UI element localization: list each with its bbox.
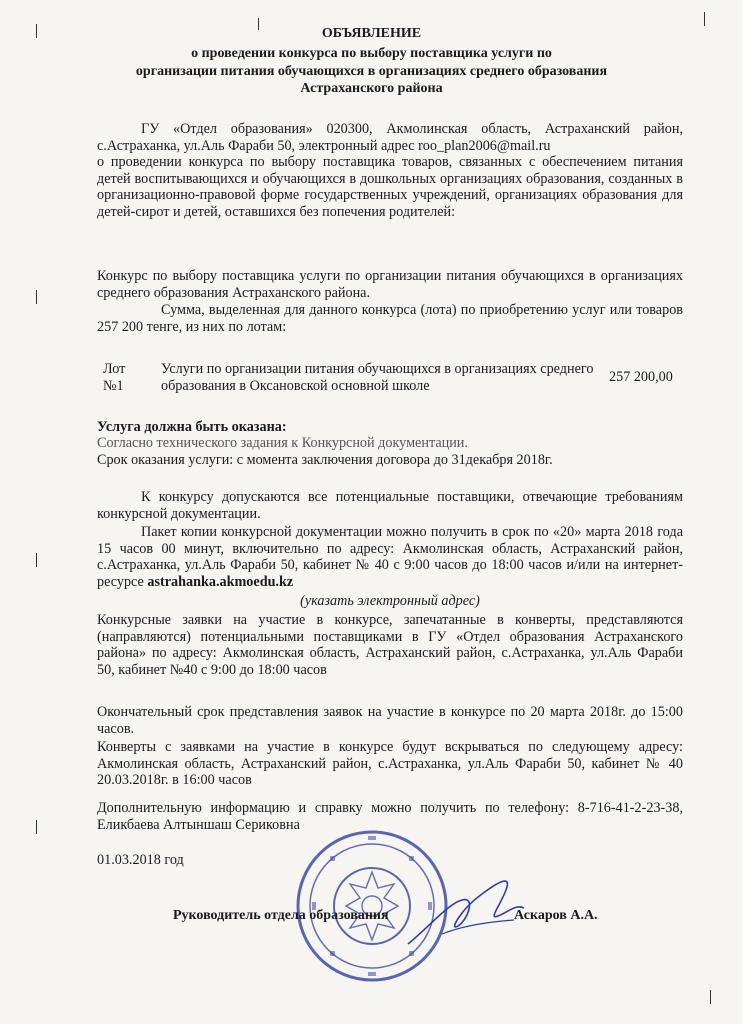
deadline-paragraph: Окончательный срок представления заявок на участие в конкурсе по 20 марта 2018г. до 15:00 часов. (97, 704, 683, 737)
contact-paragraph: Дополнительную информацию и справку можно получить по телефону: 8-716-41-2-23-38, Еликбаева Алтыншаш Сериковна (97, 800, 683, 833)
opening-paragraph: Конверты с заявками на участие в конкурсе будут вскрываться по следующему адресу: Акмолинская область, Астраханский район, с.Астраханка, ул.Аль Фараби 50, кабинет № 40 20.03.2018г. в 16:00 часов (97, 739, 683, 789)
service-deadline: Срок оказания услуги: с момента заключения договора до 31декабря 2018г. (97, 452, 553, 468)
scan-mark (710, 990, 711, 1004)
document-title: ОБЪЯВЛЕНИЕ (321, 26, 422, 41)
scan-mark (36, 553, 37, 567)
contest-paragraph: Конкурс по выбору поставщика услуги по организации питания обучающихся в организациях среднего образования Астраханского района. (97, 268, 683, 301)
signature-position: Руководитель отдела образования (173, 908, 389, 923)
website-link[interactable]: astrahanka.akmoedu.kz (147, 573, 294, 590)
title-line-2: организации питания обучающихся в организациях среднего образования (135, 64, 608, 79)
purpose-paragraph: о проведении конкурса по выбору поставщика товаров, связанных с обеспечением питания детей воспитывающихся и обучающихся в дошкольных организациях образования, созданных в организационно-правовой форме государственных учреждений, организациях образования для детей-сирот и детей, оставшихся без попечения родителей: (97, 154, 683, 220)
amount-paragraph: Сумма, выделенная для данного конкурса (лота) по приобретению услуг или товаров 257 200 тенге, из них по лотам: (97, 302, 683, 335)
organizer-paragraph: ГУ «Отдел образования» 020300, Акмолинская область, Астраханский район, с.Астраханка, ул.Аль Фараби 50, электронный адрес roo_plan2006@mail.ru (97, 121, 683, 154)
document-date: 01.03.2018 год (97, 852, 184, 868)
eligibility-paragraph: К конкурсу допускаются все потенциальные поставщики, отвечающие требованиям конкурсной документации. (97, 489, 683, 522)
scan-mark (36, 820, 37, 834)
scan-mark (704, 12, 705, 26)
documentation-paragraph (97, 524, 683, 590)
service-terms: Согласно технического задания к Конкурсной документации. (97, 435, 468, 451)
lot-amount: 257 200,00 (609, 369, 673, 385)
documentation-text: Пакет копии конкурсной документации можно получить в срок по «20» марта 2018 года 15 часов 00 минут, включительно по адресу: Акмолинская область, Астраханский район, с.Астраханка, ул.Аль Фараби 50, кабинет № 40 с 9:00 часов до 18:00 часов и/или на интернет-ресурсе (97, 524, 683, 590)
scan-mark (258, 18, 259, 30)
website-hint: (указать электронный адрес) (300, 593, 480, 609)
lot-description: Услуги по организации питания обучающихся в организациях среднего образования в Оксановской основной школе (161, 361, 594, 394)
scan-mark (36, 290, 37, 304)
applications-paragraph: Конкурсные заявки на участие в конкурсе, запечатанные в конверты, представляются (направляются) потенциальными поставщиками в ГУ «Отдел образования Астраханского района» по адресу: Акмолинская область, Астраханский район, с.Астраханка, ул.Аль Фараби 50, кабинет №40 с 9:00 до 18:00 часов (97, 612, 683, 678)
title-line-1: о проведении конкурса по выбору поставщика услуги по (191, 46, 552, 61)
scan-mark (36, 24, 37, 38)
signature-name: Аскаров А.А. (514, 908, 598, 923)
handwritten-signature (402, 864, 532, 954)
title-line-3: Астраханского района (300, 81, 443, 96)
lot-number: Лот №1 (103, 361, 126, 394)
service-heading: Услуга должна быть оказана: (97, 419, 287, 435)
